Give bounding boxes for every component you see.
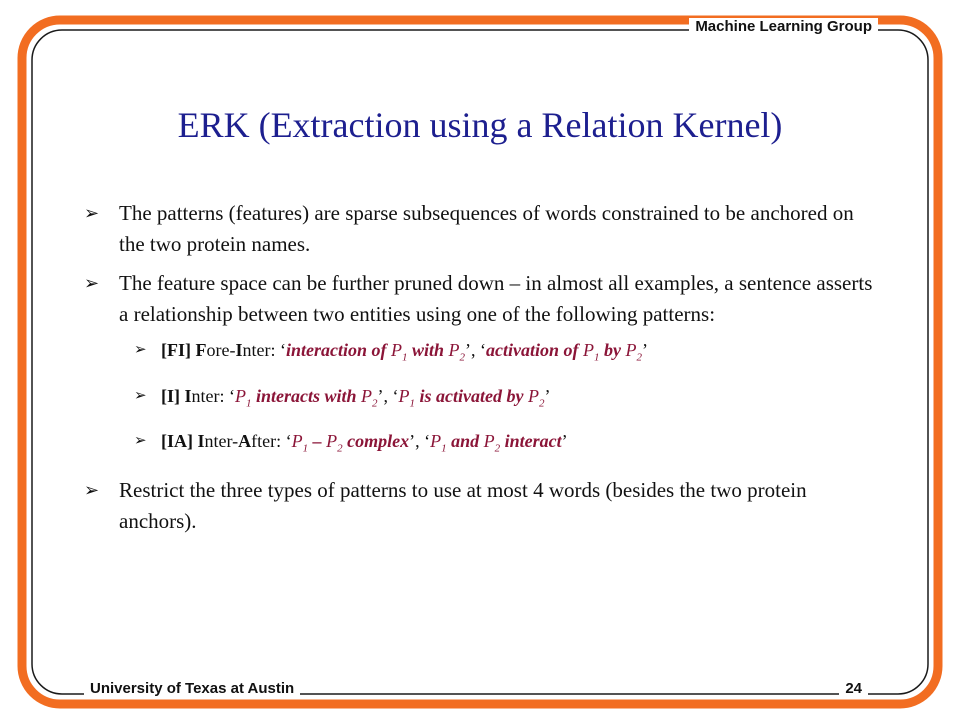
slide-title: ERK (Extraction using a Relation Kernel): [177, 105, 783, 145]
pattern-name-rest: nter:: [191, 385, 225, 406]
pattern-examples: ‘interaction of $P_1$ with $P_2$’, ‘activation of $P_1$ by $P_2$’: [280, 340, 649, 364]
pattern-examples: ‘$P_1 - P_2$ complex’, ‘$P_1$ and $P_2$ interact’: [285, 431, 568, 455]
pattern-name-initial: I: [197, 431, 205, 452]
sub-bullet-inter-after: [84, 429, 884, 461]
pattern-name-rest: ore-: [206, 340, 236, 360]
arrow-bullet-icon: ➢: [84, 479, 100, 500]
bullet-item: [84, 475, 884, 537]
pattern-examples: ‘$P_1$ interacts with $P_2$’, ‘$P_1$ is activated by $P_2$’: [229, 385, 551, 410]
pattern-name-rest: fter:: [251, 431, 282, 452]
pattern-name-initial: I: [235, 340, 243, 360]
pattern-name-initial: F: [195, 340, 207, 360]
bullet-text: Restrict the three types of patterns to use at most 4 words (besides the two protein anchors).: [119, 477, 807, 533]
page-number: 24: [839, 680, 868, 697]
pattern-name-rest: nter-: [204, 431, 239, 452]
slide-body: [84, 198, 884, 545]
sub-bullet-fore-inter: [84, 338, 884, 370]
bullet-item: [84, 198, 884, 260]
arrow-bullet-icon: ➢: [134, 387, 147, 404]
group-label: Machine Learning Group: [689, 18, 878, 35]
pattern-tag: [FI]: [161, 340, 191, 360]
arrow-bullet-icon: ➢: [134, 433, 147, 450]
pattern-name-rest: nter:: [242, 340, 276, 360]
arrow-bullet-icon: ➢: [84, 203, 100, 223]
arrow-bullet-icon: ➢: [84, 273, 100, 293]
sub-bullet-inter: [84, 384, 884, 416]
pattern-tag: [I]: [161, 385, 180, 406]
pattern-name-initial: I: [184, 385, 192, 406]
bullet-text: The feature space can be further pruned down – in almost all examples, a sentence asserts a relationship between two entities using one of the following patterns:: [119, 271, 873, 326]
pattern-name-initial: A: [238, 431, 252, 452]
bullet-text: The patterns (features) are sparse subsequences of words constrained to be anchored on the two protein names.: [119, 201, 854, 256]
pattern-tag: [IA]: [161, 431, 193, 452]
university-label: University of Texas at Austin: [84, 680, 300, 697]
arrow-bullet-icon: ➢: [134, 342, 147, 358]
bullet-item: [84, 268, 884, 330]
